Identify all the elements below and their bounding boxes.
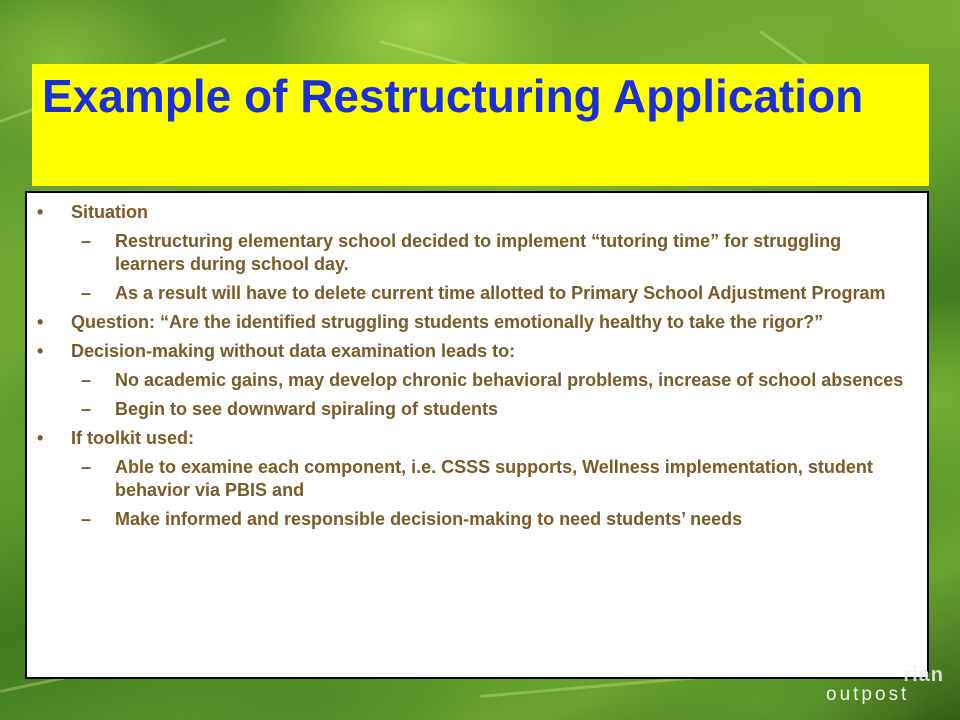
- bullet-item: [37, 340, 909, 363]
- bullet-item: [37, 427, 909, 450]
- content-panel: [25, 191, 929, 679]
- sub-bullet-item: [37, 230, 909, 276]
- bullet-marker: •: [37, 312, 44, 332]
- bullet-marker: •: [37, 202, 44, 222]
- bullet-marker: •: [37, 341, 44, 361]
- outpost-watermark-logo: [826, 664, 950, 712]
- sub-bullet-text: As a result will have to delete current time allotted to Primary School Adjustment Program: [115, 283, 886, 303]
- watermark-bottom-text: outpost: [826, 684, 910, 705]
- bullet-item: [37, 201, 909, 224]
- dash-marker: –: [81, 370, 92, 390]
- bullet-marker: •: [37, 428, 44, 448]
- dash-marker: –: [81, 283, 92, 303]
- slide-title: Example of Restructuring Application: [42, 70, 864, 122]
- sub-bullet-text: Restructuring elementary school decided to implement “tutoring time” for struggling learners during school day.: [115, 231, 842, 274]
- bullet-text: Situation: [71, 202, 148, 222]
- sub-bullet-text: Able to examine each component, i.e. CSSS supports, Wellness implementation, student behavior via PBIS and: [115, 457, 873, 500]
- sub-bullet-text: Begin to see downward spiraling of students: [115, 399, 499, 419]
- dash-marker: –: [81, 509, 92, 529]
- bullet-text: Question: “Are the identified struggling students emotionally healthy to take the rigor?”: [71, 312, 824, 332]
- sub-bullet-text: Make informed and responsible decision-making to need students’ needs: [115, 509, 743, 529]
- dash-marker: –: [81, 231, 92, 251]
- sub-bullet-text: No academic gains, may develop chronic behavioral problems, increase of school absences: [115, 370, 904, 390]
- dash-marker: –: [81, 399, 92, 419]
- title-banner: [32, 64, 929, 186]
- sub-bullet-item: [37, 456, 909, 502]
- sub-bullet-item: [37, 508, 909, 531]
- sub-bullet-item: [37, 398, 909, 421]
- watermark-top-text: rian: [903, 664, 944, 686]
- dash-marker: –: [81, 457, 92, 477]
- sub-bullet-item: [37, 282, 909, 305]
- bullet-item: [37, 311, 909, 334]
- sub-bullet-item: [37, 369, 909, 392]
- bullet-text: If toolkit used:: [71, 428, 194, 448]
- bullet-text: Decision-making without data examination leads to:: [71, 341, 516, 361]
